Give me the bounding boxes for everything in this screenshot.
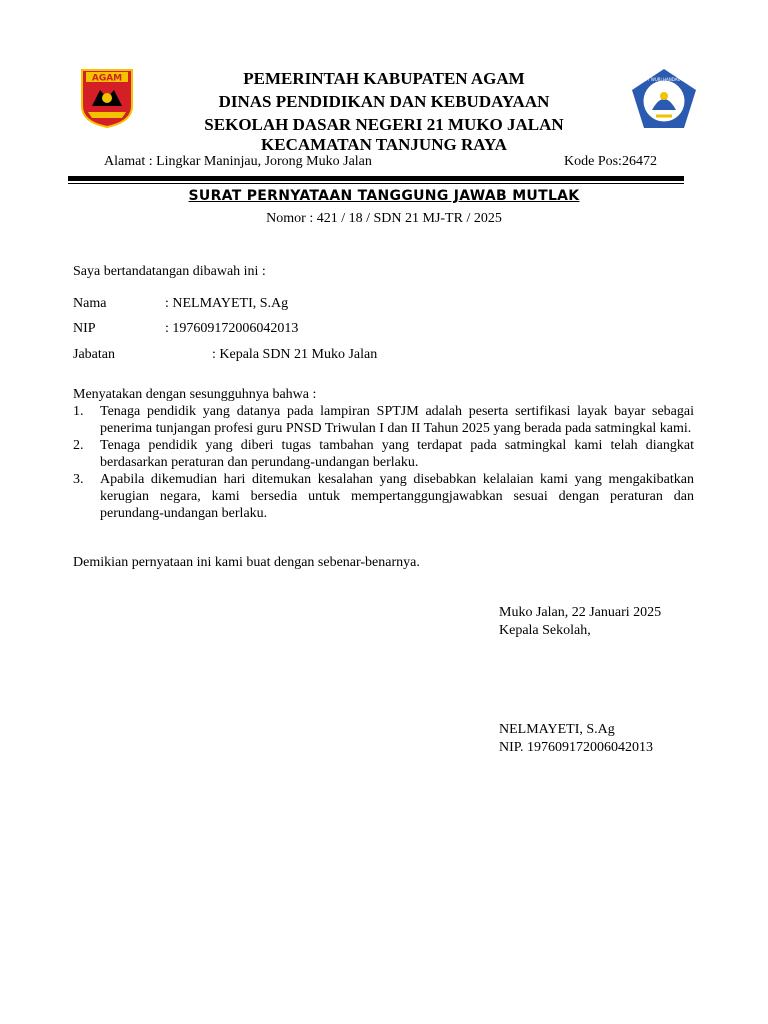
list-item-text: Tenaga pendidik yang datanya pada lampiran SPTJM adalah peserta sertifikasi layak bayar sebagai penerima tunjangan profesi guru PNSD Triwulan I dan II Tahun 2025 yang berada pada satmingkal kami.	[100, 404, 694, 436]
signature-place-date: Muko Jalan, 22 Januari 2025	[499, 605, 662, 620]
letterhead-line-2: DINAS PENDIDIKAN DAN KEBUDAYAAN	[218, 92, 550, 111]
document-title: SURAT PERNYATAAN TANGGUNG JAWAB MUTLAK	[188, 188, 580, 204]
closing-text: Demikian pernyataan ini kami buat dengan sebenar-benarnya.	[73, 555, 420, 570]
field-value-nip: : 197609172006042013	[165, 321, 299, 336]
list-item-text: Tenaga pendidik yang diberi tugas tambahan yang terdapat pada satmingkal kami telah diangkat berdasarkan peraturan dan perundang-undangan berlaku.	[100, 438, 694, 470]
signature-position: Kepala Sekolah,	[499, 623, 591, 638]
letterhead-line-1: PEMERINTAH KABUPATEN AGAM	[243, 69, 525, 88]
signature-name: NELMAYETI, S.Ag	[499, 722, 615, 737]
statement-intro: Menyatakan dengan sesungguhnya bahwa :	[73, 387, 317, 402]
list-item-text: Apabila dikemudian hari ditemukan kesalahan yang disebabkan kelalaian kami yang mengakibatkan kerugian negara, kami bersedia untuk mempertanggungjawabkan sesuai dengan peraturan dan perundang-undangan berlaku.	[100, 472, 694, 521]
list-item	[73, 437, 694, 471]
field-label-jabatan: Jabatan	[73, 347, 115, 362]
letterhead-line-3: SEKOLAH DASAR NEGERI 21 MUKO JALAN	[204, 115, 564, 134]
list-item-number: 2.	[73, 438, 84, 453]
field-label-nip: NIP	[73, 321, 96, 336]
document-number: Nomor : 421 / 18 / SDN 21 MJ-TR / 2025	[266, 211, 502, 226]
tut-wuri-logo-text: TUT WURI HANDAYANI	[641, 77, 687, 82]
statement-list	[73, 403, 694, 522]
signature-nip: NIP. 197609172006042013	[499, 740, 654, 755]
list-item	[73, 471, 694, 522]
intro-text: Saya bertandatangan dibawah ini :	[73, 264, 266, 279]
list-item-number: 3.	[73, 472, 84, 487]
letterhead-line-4: KECAMATAN TANJUNG RAYA	[261, 135, 507, 154]
list-item	[73, 403, 694, 437]
letterhead-divider-thick	[68, 176, 684, 181]
field-label-nama: Nama	[73, 296, 107, 311]
field-value-nama: : NELMAYETI, S.Ag	[165, 296, 289, 311]
list-item-number: 1.	[73, 404, 84, 419]
agam-logo-text: AGAM	[91, 73, 123, 84]
letterhead-divider-thin	[68, 183, 684, 184]
postal-code-text: Kode Pos:26472	[564, 154, 657, 169]
field-value-jabatan: : Kepala SDN 21 Muko Jalan	[212, 347, 378, 362]
address-text: Alamat : Lingkar Maninjau, Jorong Muko Jalan	[104, 154, 372, 169]
